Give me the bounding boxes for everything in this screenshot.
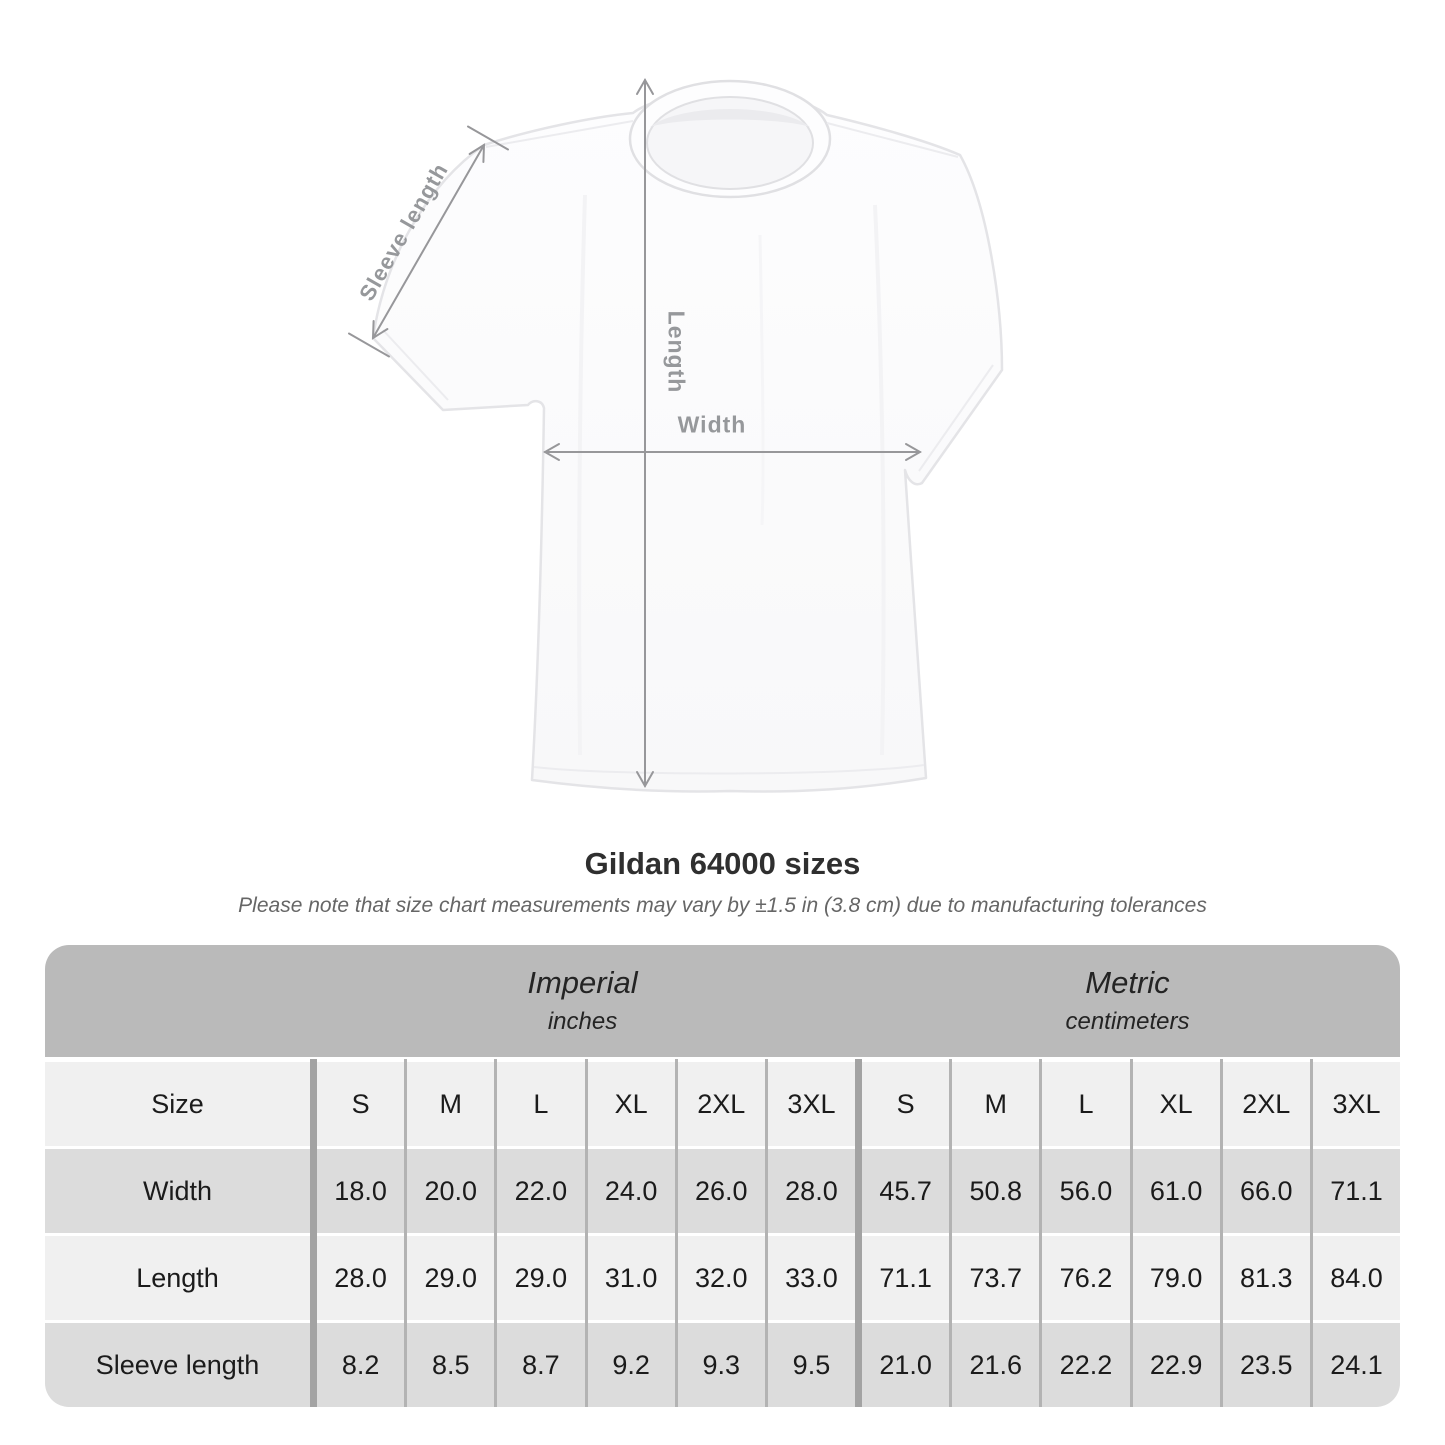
page-title: Gildan 64000 sizes <box>584 846 861 881</box>
imperial-col-m <box>404 1059 494 1407</box>
length-value-cell: 71.1 <box>862 1236 949 1320</box>
sleeve-value-cell: 24.1 <box>1313 1323 1400 1407</box>
width-row-label: Width <box>45 1149 310 1233</box>
length-value-cell: 29.0 <box>497 1236 584 1320</box>
size-header-cell: M <box>952 1062 1039 1146</box>
size-header-cell: S <box>317 1062 404 1146</box>
size-header-cell: L <box>1042 1062 1129 1146</box>
width-value-cell: 20.0 <box>407 1149 494 1233</box>
size-header-cell: XL <box>588 1062 675 1146</box>
metric-col-m <box>949 1059 1039 1407</box>
imperial-title: Imperial <box>527 965 638 1000</box>
length-value-cell: 81.3 <box>1223 1236 1310 1320</box>
sleeve-value-cell: 8.5 <box>407 1323 494 1407</box>
length-value-cell: 32.0 <box>678 1236 765 1320</box>
sleeve-value-cell: 8.2 <box>317 1323 404 1407</box>
size-table-body <box>45 1059 1400 1407</box>
length-value-cell: 29.0 <box>407 1236 494 1320</box>
sleeve-value-cell: 23.5 <box>1223 1323 1310 1407</box>
width-value-cell: 56.0 <box>1042 1149 1129 1233</box>
size-header-cell: XL <box>1133 1062 1220 1146</box>
metric-col-s <box>855 1059 949 1407</box>
imperial-col-s <box>310 1059 404 1407</box>
sleeve-value-cell: 9.2 <box>588 1323 675 1407</box>
row-label-column <box>45 1059 310 1407</box>
size-header-cell: 2XL <box>1223 1062 1310 1146</box>
width-value-cell: 61.0 <box>1133 1149 1220 1233</box>
size-header-cell: 2XL <box>678 1062 765 1146</box>
width-value-cell: 22.0 <box>497 1149 584 1233</box>
sleeve-value-cell: 21.6 <box>952 1323 1039 1407</box>
sleeve-value-cell: 8.7 <box>497 1323 584 1407</box>
length-value-cell: 33.0 <box>768 1236 855 1320</box>
imperial-col-3xl <box>765 1059 855 1407</box>
sleeve-length-dimension-label: Sleeve length <box>354 158 454 306</box>
width-value-cell: 24.0 <box>588 1149 675 1233</box>
imperial-unit: inches <box>547 1008 618 1035</box>
tolerance-note: Please note that size chart measurements may vary by ±1.5 in (3.8 cm) due to manufacturing tolerances <box>238 894 1207 917</box>
metric-header <box>855 965 1400 1037</box>
width-value-cell: 66.0 <box>1223 1149 1310 1233</box>
imperial-header <box>310 965 855 1037</box>
metric-col-3xl <box>1310 1059 1400 1407</box>
width-value-cell: 71.1 <box>1313 1149 1400 1233</box>
length-value-cell: 79.0 <box>1133 1236 1220 1320</box>
size-header-cell: 3XL <box>768 1062 855 1146</box>
metric-col-l <box>1039 1059 1129 1407</box>
sleeve-value-cell: 9.3 <box>678 1323 765 1407</box>
length-value-cell: 73.7 <box>952 1236 1039 1320</box>
width-value-cell: 18.0 <box>317 1149 404 1233</box>
imperial-col-2xl <box>675 1059 765 1407</box>
size-header-cell: L <box>497 1062 584 1146</box>
length-value-cell: 76.2 <box>1042 1236 1129 1320</box>
length-value-cell: 84.0 <box>1313 1236 1400 1320</box>
width-value-cell: 50.8 <box>952 1149 1039 1233</box>
metric-col-xl <box>1130 1059 1220 1407</box>
metric-col-2xl <box>1220 1059 1310 1407</box>
size-header-cell: S <box>862 1062 949 1146</box>
width-value-cell: 45.7 <box>862 1149 949 1233</box>
width-value-cell: 28.0 <box>768 1149 855 1233</box>
length-value-cell: 31.0 <box>588 1236 675 1320</box>
metric-title: Metric <box>1085 965 1170 1000</box>
imperial-col-l <box>494 1059 584 1407</box>
width-value-cell: 26.0 <box>678 1149 765 1233</box>
sleeve-row-label: Sleeve length <box>45 1323 310 1407</box>
sleeve-value-cell: 21.0 <box>862 1323 949 1407</box>
imperial-col-xl <box>585 1059 675 1407</box>
sleeve-value-cell: 22.2 <box>1042 1323 1129 1407</box>
width-dimension-label: Width <box>677 411 747 438</box>
size-row-label: Size <box>45 1062 310 1146</box>
size-header-cell: 3XL <box>1313 1062 1400 1146</box>
length-dimension-label: Length <box>663 310 690 394</box>
length-row-label: Length <box>45 1236 310 1320</box>
sleeve-value-cell: 9.5 <box>768 1323 855 1407</box>
size-header-cell: M <box>407 1062 494 1146</box>
unit-header-band <box>45 945 1400 1057</box>
sleeve-value-cell: 22.9 <box>1133 1323 1220 1407</box>
metric-unit: centimeters <box>1065 1008 1190 1035</box>
length-value-cell: 28.0 <box>317 1236 404 1320</box>
size-table <box>45 945 1400 1407</box>
